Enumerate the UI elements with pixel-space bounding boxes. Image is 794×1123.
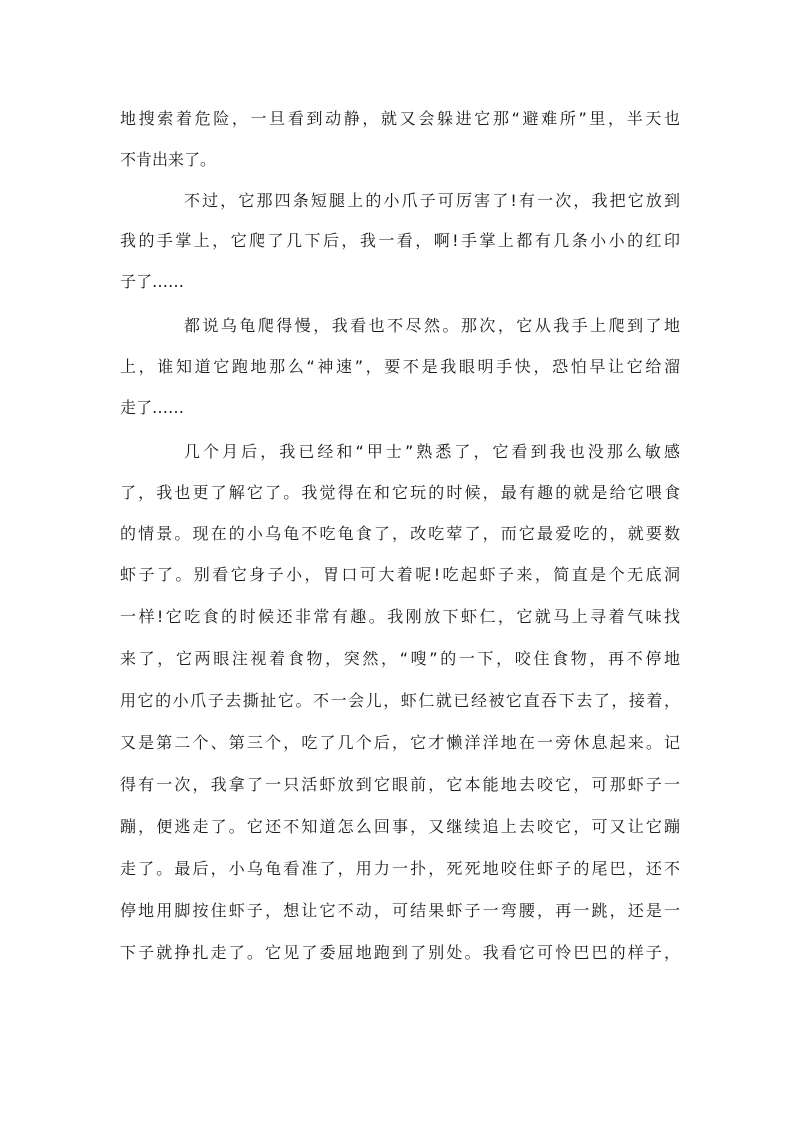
paragraph-first-line: 都说乌龟爬得慢，我看也不尽然。那次，它从我手上爬到了地	[184, 316, 680, 335]
text-line: 不肯出来了。	[120, 150, 217, 169]
text-line: 走了。最后，小乌龟看准了，用力一扑，死死地咬住虾子的尾巴，还不	[120, 859, 680, 878]
text-line: 用它的小爪子去撕扯它。不一会儿，虾仁就已经被它直吞下去了，接着，	[120, 691, 680, 710]
text-line: 来了，它两眼注视着食物，突然，“嗖”的一下，咬住食物，再不停地	[120, 649, 680, 668]
text-line: 子了……	[120, 272, 185, 291]
text-line: 蹦，便逃走了。它还不知道怎么回事，又继续追上去咬它，可又让它蹦	[120, 817, 680, 836]
text-line: 虾子了。别看它身子小，胃口可大着呢!吃起虾子来，简直是个无底洞	[120, 565, 680, 584]
text-line: 一样!它吃食的时候还非常有趣。我刚放下虾仁，它就马上寻着气味找	[120, 607, 680, 626]
text-line: 的情景。现在的小乌龟不吃龟食了，改吃荤了，而它最爱吃的，就要数	[120, 524, 680, 543]
text-line: 又是第二个、第三个，吃了几个后，它才懒洋洋地在一旁休息起来。记	[120, 733, 680, 752]
text-line: 下子就挣扎走了。它见了委屈地跑到了别处。我看它可怜巴巴的样子，	[120, 943, 680, 962]
text-line: 停地用脚按住虾子，想让它不动，可结果虾子一弯腰，再一跳，还是一	[120, 901, 680, 920]
text-line: 上，谁知道它跑地那么“神速”，要不是我眼明手快，恐怕早让它给溜	[120, 357, 680, 376]
text-line: 走了……	[120, 398, 185, 417]
paragraph-first-line: 不过，它那四条短腿上的小爪子可厉害了!有一次，我把它放到	[184, 191, 680, 210]
text-line: 得有一次，我拿了一只活虾放到它眼前，它本能地去咬它，可那虾子一	[120, 775, 680, 794]
text-line: 我的手掌上，它爬了几下后，我一看，啊!手掌上都有几条小小的红印	[120, 231, 680, 250]
text-line: 了，我也更了解它了。我觉得在和它玩的时候，最有趣的就是给它喂食	[120, 483, 680, 502]
text-line: 地搜索着危险，一旦看到动静，就又会躲进它那“避难所”里，半天也	[120, 109, 680, 128]
paragraph-first-line: 几个月后，我已经和“甲士”熟悉了，它看到我也没那么敏感	[184, 442, 680, 461]
